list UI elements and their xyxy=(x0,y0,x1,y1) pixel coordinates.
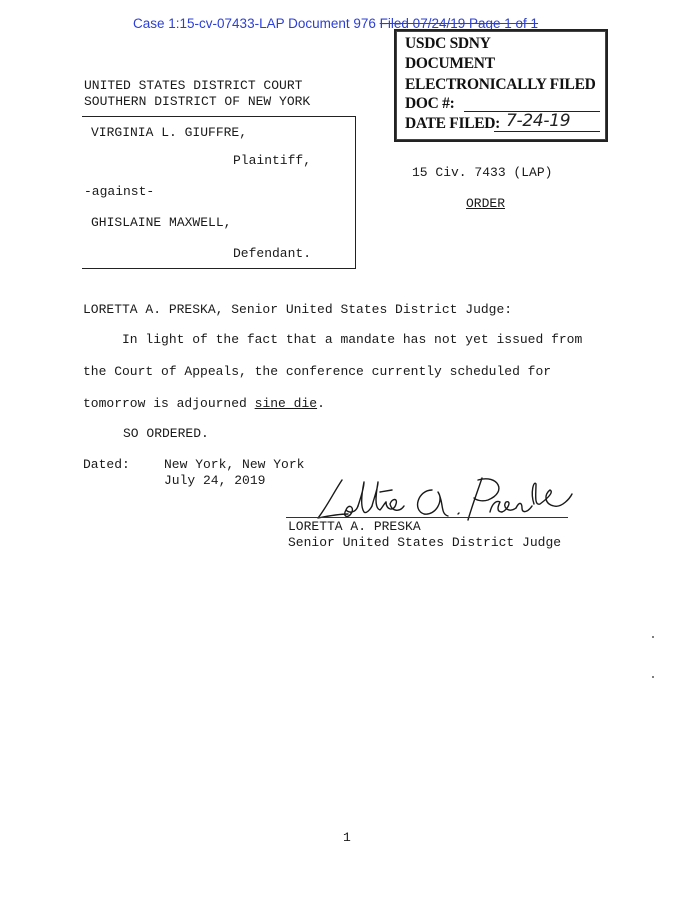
stamp-line-electronically-filed: ELECTRONICALLY FILED xyxy=(405,76,596,93)
sine-die-text: sine die xyxy=(254,396,318,411)
stamp-date-rule xyxy=(494,131,600,132)
stamp-line-document: DOCUMENT xyxy=(405,55,495,72)
defendant-name: GHISLAINE MAXWELL, xyxy=(91,215,232,230)
body-line-2: the Court of Appeals, the conference currently scheduled for xyxy=(83,364,552,379)
body-line-3-start: tomorrow is adjourned xyxy=(83,396,255,411)
dated-label: Dated: xyxy=(83,457,130,472)
court-line-1: UNITED STATES DISTRICT COURT xyxy=(84,78,303,93)
defendant-role: Defendant. xyxy=(233,246,312,261)
against-text: -against- xyxy=(84,184,155,199)
court-line-2: SOUTHERN DISTRICT OF NEW YORK xyxy=(84,94,311,109)
stamp-date-handwritten: 7-24-19 xyxy=(506,111,571,131)
body-line-3-end: . xyxy=(317,396,325,411)
stamp-line-doc-number: DOC #: xyxy=(405,95,455,112)
stamp-line-date-filed: DATE FILED: xyxy=(405,115,501,132)
filing-stamp xyxy=(394,29,608,142)
page-number: 1 xyxy=(343,830,351,845)
dated-date: July 24, 2019 xyxy=(164,473,266,488)
signer-title: Senior United States District Judge xyxy=(288,535,562,550)
dated-place: New York, New York xyxy=(164,457,305,472)
scan-speck xyxy=(652,676,654,678)
judge-signature xyxy=(312,470,574,524)
filed-line: Filed 07/24/19 Page 1 of 1 xyxy=(379,16,539,31)
stamp-line-sdny: USDC SDNY xyxy=(405,35,491,52)
document-title: ORDER xyxy=(466,196,506,211)
so-ordered: SO ORDERED. xyxy=(123,426,209,441)
body-line-1: In light of the fact that a mandate has not yet issued from xyxy=(83,332,583,347)
case-line: Case 1:15-cv-07433-LAP Document 976 xyxy=(133,16,376,31)
case-number: 15 Civ. 7433 (LAP) xyxy=(412,165,553,180)
body-line-3 xyxy=(83,396,325,411)
signer-name: LORETTA A. PRESKA xyxy=(288,519,421,534)
plaintiff-role: Plaintiff, xyxy=(233,153,312,168)
judge-intro: LORETTA A. PRESKA, Senior United States District Judge: xyxy=(83,302,513,317)
scan-speck xyxy=(652,636,654,638)
plaintiff-name: VIRGINIA L. GIUFFRE, xyxy=(91,125,248,140)
signature-line xyxy=(286,517,568,518)
